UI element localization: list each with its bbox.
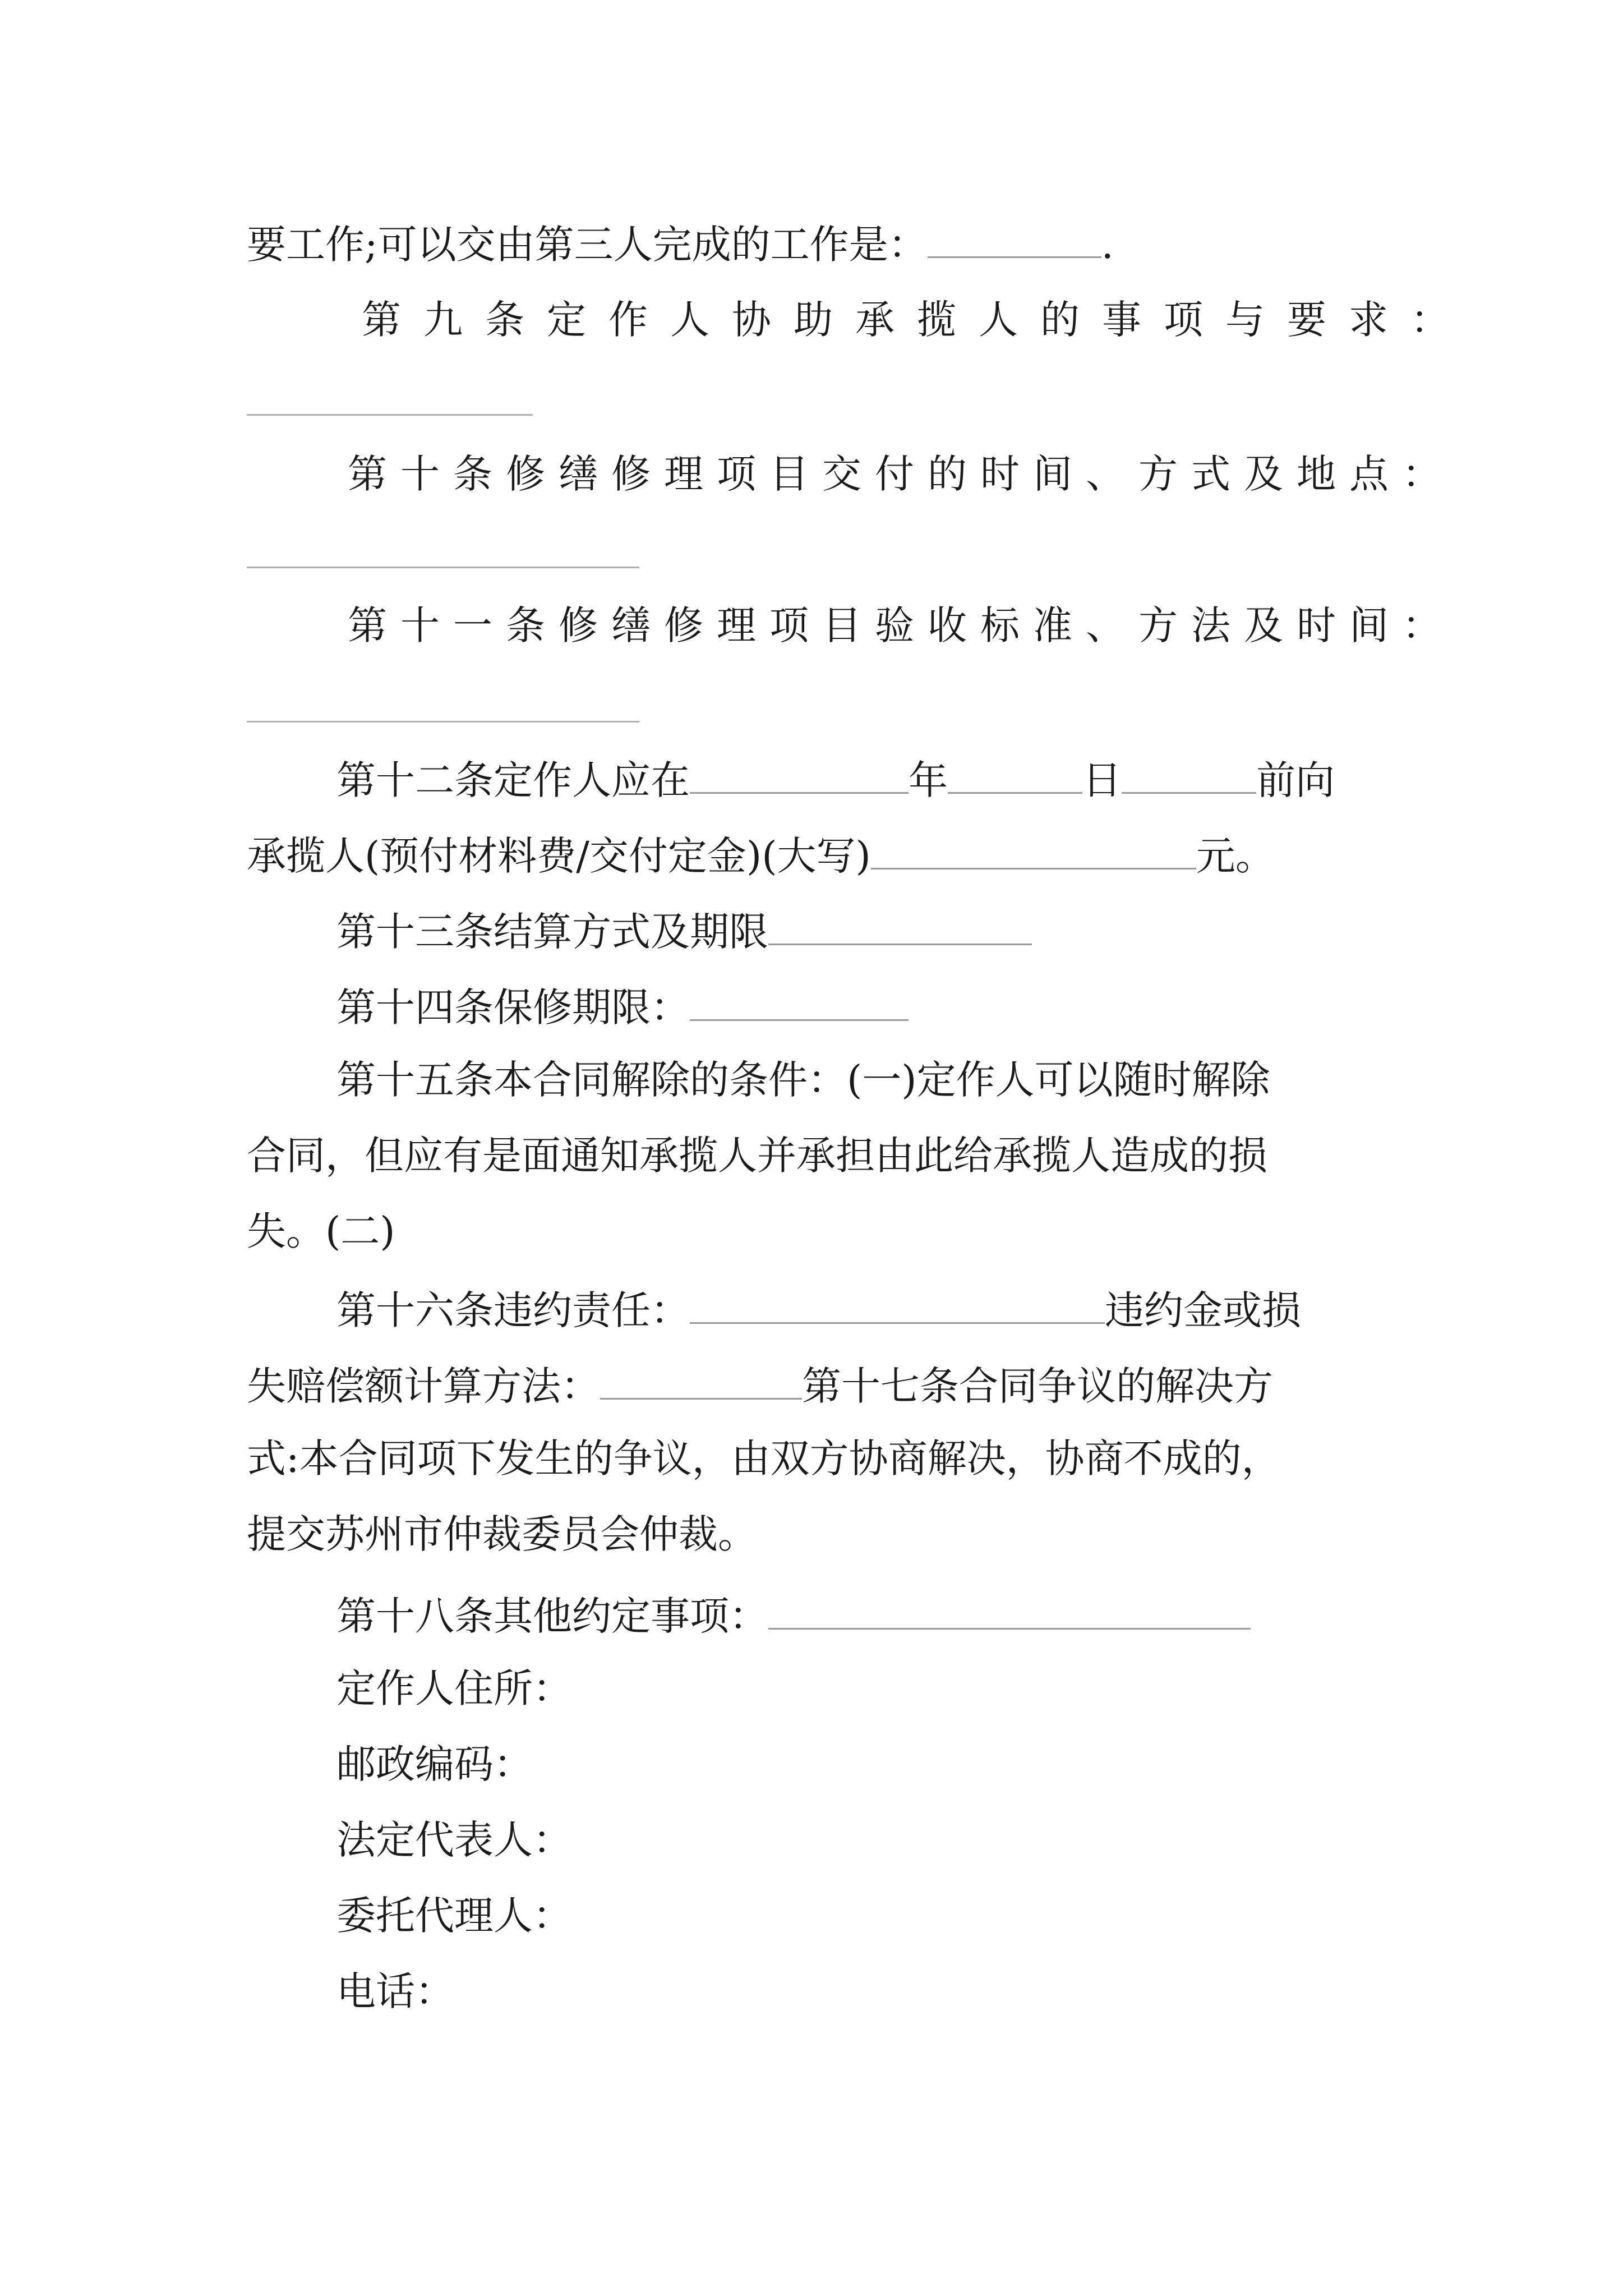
clause-16-continuation xyxy=(247,1363,1273,1409)
text: 委托代理人： xyxy=(336,1893,572,1939)
clause-11-text: 第十一条修缮修理项目验收标准、方法及时间： xyxy=(348,602,1455,648)
day-field[interactable] xyxy=(1122,757,1256,794)
year-field[interactable] xyxy=(690,757,909,794)
clause-18 xyxy=(336,1593,1251,1639)
clause-9 xyxy=(362,297,1472,343)
text: 日 xyxy=(1082,757,1122,803)
postal-code-label xyxy=(336,1741,533,1787)
calculation-field[interactable] xyxy=(600,1363,802,1400)
text: 第十六条违约责任： xyxy=(336,1287,690,1333)
clause-15-line-3 xyxy=(247,1208,395,1254)
text: 失赔偿额计算方法： xyxy=(247,1363,600,1409)
text: 第十四条保修期限： xyxy=(336,984,690,1030)
text: 违约金或损 xyxy=(1105,1287,1301,1333)
legal-representative-label xyxy=(336,1817,572,1863)
text: 第十二条定作人应在 xyxy=(336,757,690,803)
clause-12-continuation xyxy=(247,833,1275,879)
amount-field[interactable] xyxy=(871,833,1196,869)
text: 提交苏州市仲裁委员会仲裁。 xyxy=(247,1511,757,1557)
text: 式:本合同项下发生的争议，由双方协商解决，协商不成的， xyxy=(247,1435,1281,1481)
text: 第十八条其他约定事项： xyxy=(336,1593,768,1639)
month-field[interactable] xyxy=(948,757,1082,794)
text: 定作人住所： xyxy=(336,1665,572,1711)
clause-16 xyxy=(336,1287,1301,1333)
text: 前向 xyxy=(1256,757,1335,803)
clause-12 xyxy=(336,757,1335,803)
text: . xyxy=(1101,222,1114,268)
clause-11-blank[interactable] xyxy=(247,721,639,723)
clause-8-continuation xyxy=(247,222,1114,268)
text: 第十三条结算方式及期限 xyxy=(336,909,768,955)
clause-17-line-2 xyxy=(247,1435,1281,1481)
settlement-field[interactable] xyxy=(768,909,1032,945)
clause-15-line-2 xyxy=(247,1133,1267,1179)
client-address-label xyxy=(336,1665,572,1711)
text: 要工作;可以交由第三人完成的工作是： xyxy=(247,222,928,268)
clause-10-text: 第十条修缮修理项目交付的时间、方式及地点： xyxy=(348,451,1455,497)
text: 合同，但应有是面通知承揽人并承担由此给承揽人造成的损 xyxy=(247,1133,1267,1179)
clause-17-line-3 xyxy=(247,1511,757,1557)
text: 元。 xyxy=(1196,833,1275,879)
text: 电话： xyxy=(336,1968,454,2014)
text: 承揽人(预付材料费/交付定金)(大写) xyxy=(247,833,871,879)
clause-15 xyxy=(336,1057,1270,1103)
text: 邮政编码： xyxy=(336,1741,533,1787)
clause-9-text: 第九条定作人协助承揽人的事项与要求： xyxy=(362,297,1472,343)
other-terms-field[interactable] xyxy=(768,1593,1251,1630)
warranty-field[interactable] xyxy=(690,984,909,1021)
clause-14 xyxy=(336,984,909,1030)
phone-label xyxy=(336,1968,454,2014)
clause-11 xyxy=(348,602,1455,648)
blank-field[interactable] xyxy=(928,222,1101,258)
text: 第十七条合同争议的解决方 xyxy=(802,1363,1273,1409)
authorized-agent-label xyxy=(336,1893,572,1939)
clause-10 xyxy=(348,451,1455,497)
text: 第十五条本合同解除的条件：(一)定作人可以随时解除 xyxy=(336,1057,1270,1103)
liability-field[interactable] xyxy=(690,1287,1105,1324)
text: 法定代表人： xyxy=(336,1817,572,1863)
clause-13 xyxy=(336,909,1032,955)
clause-10-blank[interactable] xyxy=(247,567,639,568)
text: 年 xyxy=(909,757,948,803)
clause-9-blank[interactable] xyxy=(247,414,533,416)
text: 失。(二) xyxy=(247,1208,395,1254)
